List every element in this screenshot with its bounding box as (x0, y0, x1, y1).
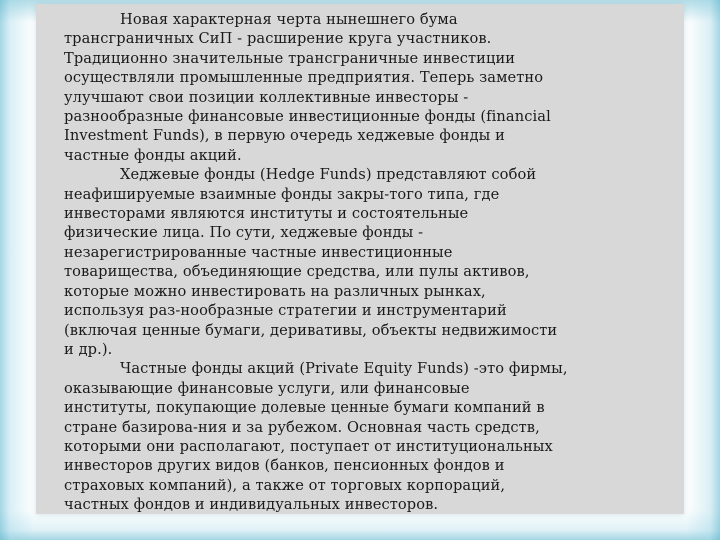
text-line: (включая ценные бумаги, деривативы, объекты недвижимости (64, 321, 558, 339)
text-line: стране базирова-ния и за рубежом. Основная часть средств, (64, 418, 540, 436)
paragraph-first-line: Хеджевые фонды (Hedge Funds) представляют собой (120, 166, 537, 184)
text-line: незарегистрированные частные инвестиционные (64, 243, 453, 261)
text-line: страховых компаний), а также от торговых корпораций, (64, 476, 506, 494)
text-line: товарищества, объединяющие средства, или пулы активов, (64, 263, 530, 281)
text-line: которыми они располагают, поступает от институциональных (64, 437, 553, 455)
text-line: разнообразные финансовые инвестиционные фонды (financial (64, 108, 551, 126)
text-line: институты, покупающие долевые ценные бумаги компаний в (64, 399, 545, 417)
paragraph-first-line: Новая характерная черта нынешнего бума (120, 11, 458, 28)
text-line: трансграничных СиП - расширение круга участников. (64, 30, 492, 48)
text-line: Investment Funds), в первую очередь хеджевые фонды и (64, 127, 505, 145)
text-line: Традиционно значительные трансграничные инвестиции (64, 49, 516, 67)
body-text (64, 10, 624, 515)
text-line: которые можно инвестировать на различных рынках, (64, 282, 486, 300)
paragraph-first-line: Частные фонды акций (Private Equity Funds) -это фирмы, (120, 360, 568, 378)
text-line: частных фондов и индивидуальных инвесторов. (64, 496, 439, 514)
text-line: частные фонды акций. (64, 146, 242, 164)
text-line: оказывающие финансовые услуги, или финансовые (64, 379, 470, 397)
text-line: инвесторов других видов (банков, пенсионных фондов и (64, 457, 505, 475)
text-line: инвесторами являются институты и состоятельные (64, 205, 469, 223)
text-line: осуществляли промышленные предприятия. Теперь заметно (64, 69, 544, 87)
text-line: улучшают свои позиции коллективные инвесторы - (64, 88, 469, 106)
text-line: и др.). (64, 340, 113, 358)
text-line: неафишируемые взаимные фонды закры-того типа, где (64, 185, 500, 203)
text-line: используя раз-нообразные стратегии и инструментарий (64, 302, 507, 320)
text-line: физические лица. По сути, хеджевые фонды - (64, 224, 424, 242)
